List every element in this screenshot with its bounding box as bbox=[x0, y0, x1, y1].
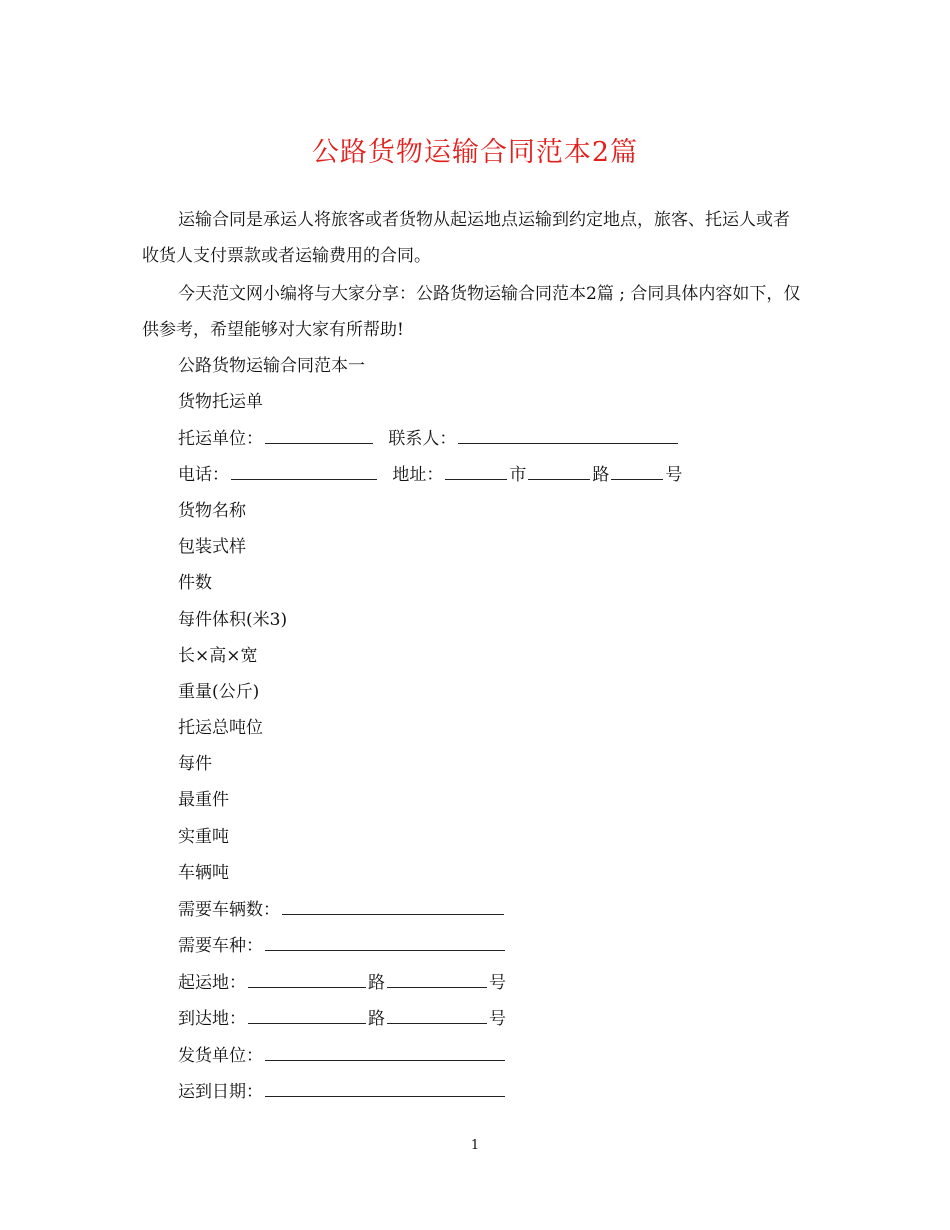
origin-road-label: 路 bbox=[368, 973, 385, 993]
shipper-label: 托运单位： bbox=[178, 429, 263, 449]
destination-label: 到达地： bbox=[178, 1009, 246, 1029]
number-label: 号 bbox=[665, 465, 683, 485]
item-total-tonnage: 托运总吨位 bbox=[178, 718, 263, 738]
vehicle-count-blank[interactable] bbox=[282, 898, 504, 915]
phone-blank[interactable] bbox=[231, 463, 377, 480]
vehicle-type-blank[interactable] bbox=[265, 934, 505, 951]
sender-blank[interactable] bbox=[265, 1044, 505, 1061]
item-heaviest-piece: 最重件 bbox=[178, 790, 229, 810]
origin-number-blank[interactable] bbox=[387, 971, 487, 988]
origin-road-blank[interactable] bbox=[248, 971, 366, 988]
item-weight: 重量(公斤) bbox=[178, 682, 260, 702]
item-quantity: 件数 bbox=[178, 573, 212, 593]
item-dimensions: 长×高×宽 bbox=[178, 646, 258, 666]
document-title: 公路货物运输合同范本2篇 bbox=[311, 137, 639, 168]
destination-road-label: 路 bbox=[368, 1009, 385, 1029]
item-goods-name: 货物名称 bbox=[178, 501, 246, 521]
destination-number-blank[interactable] bbox=[387, 1007, 487, 1024]
vehicle-count-label: 需要车辆数： bbox=[178, 900, 280, 920]
form-title: 货物托运单 bbox=[178, 392, 263, 412]
item-actual-ton: 实重吨 bbox=[178, 827, 229, 847]
phone-label: 电话： bbox=[178, 465, 229, 485]
item-per-piece: 每件 bbox=[178, 754, 212, 774]
shipper-contact-row bbox=[178, 427, 680, 451]
address-city-blank[interactable] bbox=[445, 463, 507, 480]
destination-row bbox=[178, 1007, 506, 1031]
city-label: 市 bbox=[509, 465, 527, 485]
road-label: 路 bbox=[592, 465, 610, 485]
vehicle-type-label: 需要车种： bbox=[178, 936, 263, 956]
vehicle-count-row bbox=[178, 898, 506, 922]
address-label: 地址： bbox=[392, 465, 444, 485]
contact-blank[interactable] bbox=[458, 427, 678, 444]
section-heading: 公路货物运输合同范本一 bbox=[178, 356, 365, 376]
item-packaging: 包装式样 bbox=[178, 537, 246, 557]
address-number-blank[interactable] bbox=[611, 463, 663, 480]
intro-paragraph-2: 今天范文网小编将与大家分享：公路货物运输合同范本2篇 ; 合同具体内容如下，仅供参考，希望能够对大家有所帮助! bbox=[142, 284, 801, 340]
sender-label: 发货单位： bbox=[178, 1046, 263, 1066]
contact-label: 联系人： bbox=[388, 429, 457, 449]
address-road-blank[interactable] bbox=[528, 463, 590, 480]
arrival-date-blank[interactable] bbox=[265, 1080, 505, 1097]
sender-row bbox=[178, 1044, 507, 1068]
item-volume: 每件体积(米3) bbox=[178, 610, 288, 630]
vehicle-type-row bbox=[178, 934, 507, 958]
destination-road-blank[interactable] bbox=[248, 1007, 366, 1024]
item-vehicle-ton: 车辆吨 bbox=[178, 863, 229, 883]
origin-number-label: 号 bbox=[489, 973, 506, 993]
origin-label: 起运地： bbox=[178, 973, 246, 993]
arrival-date-label: 运到日期： bbox=[178, 1082, 263, 1102]
destination-number-label: 号 bbox=[489, 1009, 506, 1029]
arrival-date-row bbox=[178, 1080, 507, 1104]
origin-row bbox=[178, 971, 506, 995]
phone-address-row bbox=[178, 463, 682, 487]
intro-paragraph-1: 运输合同是承运人将旅客或者货物从起运地点运输到约定地点，旅客、托运人或者收货人支付票款或者运输费用的合同。 bbox=[142, 210, 790, 266]
page-number: 1 bbox=[470, 1138, 480, 1153]
shipper-blank[interactable] bbox=[265, 427, 373, 444]
